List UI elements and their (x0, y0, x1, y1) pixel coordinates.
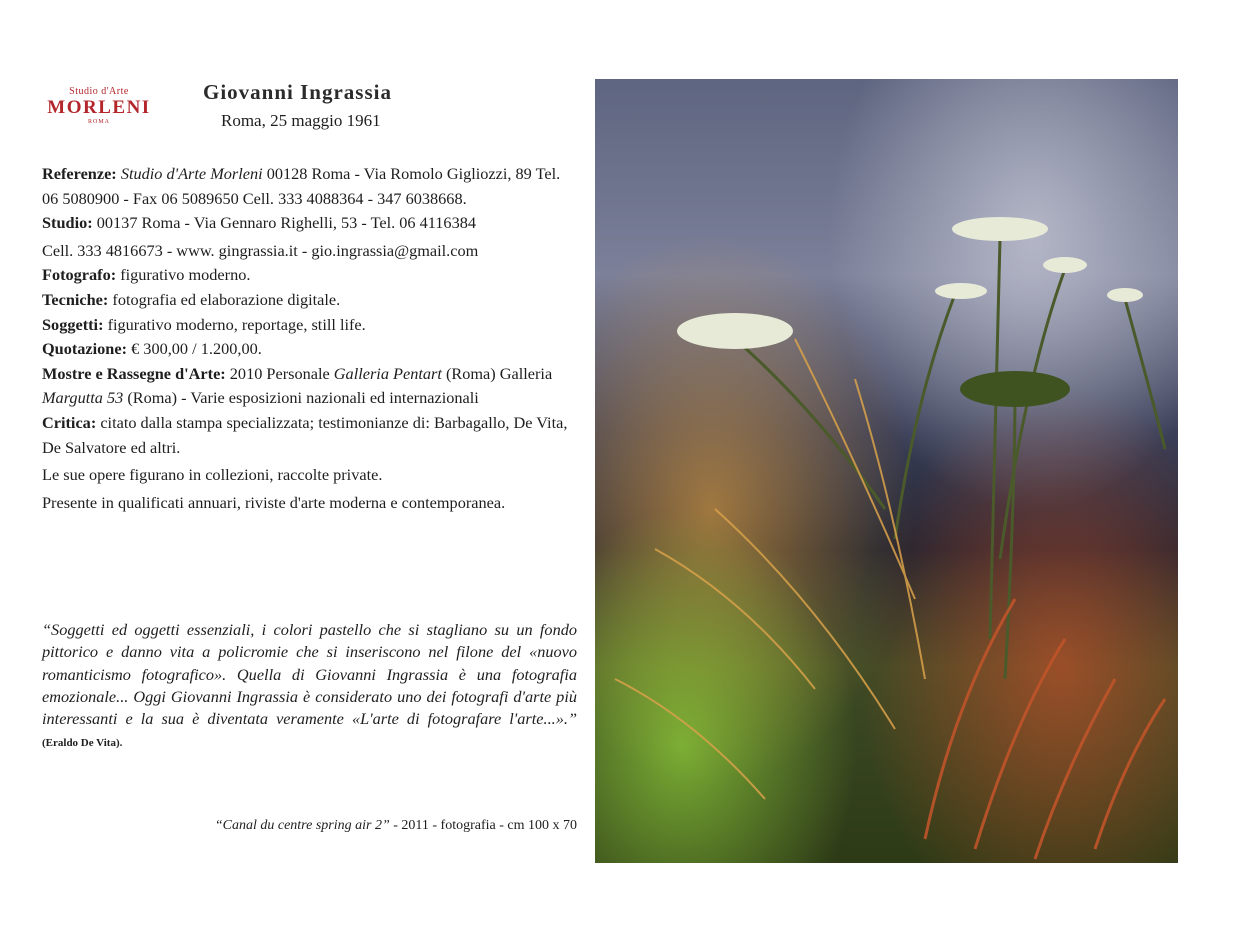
logo-line-studio: Studio d'Arte (69, 86, 129, 97)
mostre-text-1: 2010 Personale (225, 363, 334, 383)
quotazione-paragraph (42, 337, 577, 362)
studio-cell: Cell. 333 4816673 - www. gingrassia.it - gio.ingrassia@gmail.com (42, 240, 479, 260)
studio-logo (40, 86, 158, 126)
quotazione-label: Quotazione: (42, 339, 128, 359)
tecniche-paragraph (42, 288, 577, 313)
soggetti-text: figurativo moderno, reportage, still life. (103, 314, 366, 334)
tecniche-label: Tecniche: (42, 289, 109, 309)
mostre-paragraph (42, 362, 577, 411)
mostre-gallery-pentart: Galleria Pentart (333, 363, 442, 383)
referenze-label: Referenze: (42, 164, 117, 183)
quotazione-text: € 300,00 / 1.200,00. (127, 339, 262, 359)
critica-paragraph (42, 411, 577, 460)
artist-birth: Roma, 25 maggio 1961 (221, 111, 381, 130)
artist-header (203, 80, 392, 131)
mostre-text-2: (Roma) Galleria (441, 363, 553, 383)
artist-info (42, 162, 577, 515)
critic-quote (42, 619, 577, 755)
fotografo-text: figurativo moderno. (116, 265, 251, 285)
fotografo-label: Fotografo: (42, 265, 117, 285)
mostre-text-3: (Roma) - Varie esposizioni nazionali ed internazionali (123, 388, 479, 408)
mostre-label: Mostre e Rassegne d'Arte: (42, 363, 226, 383)
artwork-photo-drawing (595, 79, 1178, 863)
logo-line-roma: ROMA (87, 119, 110, 125)
quote-author: (Eraldo De Vita). (42, 737, 123, 750)
quote-text: “Soggetti ed oggetti essenziali, i colori pastello che si stagliano su un fondo pittorico e danno vita a policromie che si inseriscono nel filone del «nuovo romanticismo fotografico». Quella di Giovanni Ingrassia è una fotografia emozionale... Oggi Giovanni Ingrassia è considerato uno dei fotografi d'arte più interessanti e la sua è diventata veramente «L'arte di fotografare l'arte...».” (42, 620, 577, 729)
artwork-details: - 2011 - fotografia - cm 100 x 70 (389, 818, 577, 833)
critica-label: Critica: (42, 412, 97, 432)
soggetti-label: Soggetti: (42, 314, 104, 334)
opere-paragraph: Le sue opere figurano in collezioni, raccolte private. (42, 465, 383, 485)
artwork-photo (595, 79, 1178, 863)
referenze-text: 00128 Roma - Via Romolo Gigliozzi, 89 Tel. 06 5080900 - Fax 06 5089650 Cell. 333 4088364 - 347 6038668. (42, 164, 561, 208)
artwork-caption (215, 818, 577, 834)
studio-text: 00137 Roma - Via Gennaro Righelli, 53 - Tel. 06 4116384 (92, 213, 476, 233)
mostre-gallery-margutta: Margutta 53 (42, 388, 124, 408)
fotografo-paragraph (42, 263, 577, 288)
logo-line-morleni: MORLENI (47, 97, 151, 118)
artwork-title: “Canal du centre spring air 2” (214, 818, 390, 833)
tecniche-text: fotografia ed elaborazione digitale. (108, 289, 341, 309)
presente-paragraph: Presente in qualificati annuari, riviste d'arte moderna e contemporanea. (42, 492, 506, 512)
studio-paragraph (42, 211, 577, 236)
critica-text: citato dalla stampa specializzata; testimonianze di: Barbagallo, De Vita, De Salvatore ed altri. (42, 412, 568, 457)
artist-name: Giovanni Ingrassia (203, 80, 392, 104)
studio-label: Studio: (42, 213, 93, 233)
soggetti-paragraph (42, 313, 577, 338)
referenze-studio: Studio d'Arte Morleni (120, 164, 263, 183)
referenze-paragraph (42, 162, 577, 211)
